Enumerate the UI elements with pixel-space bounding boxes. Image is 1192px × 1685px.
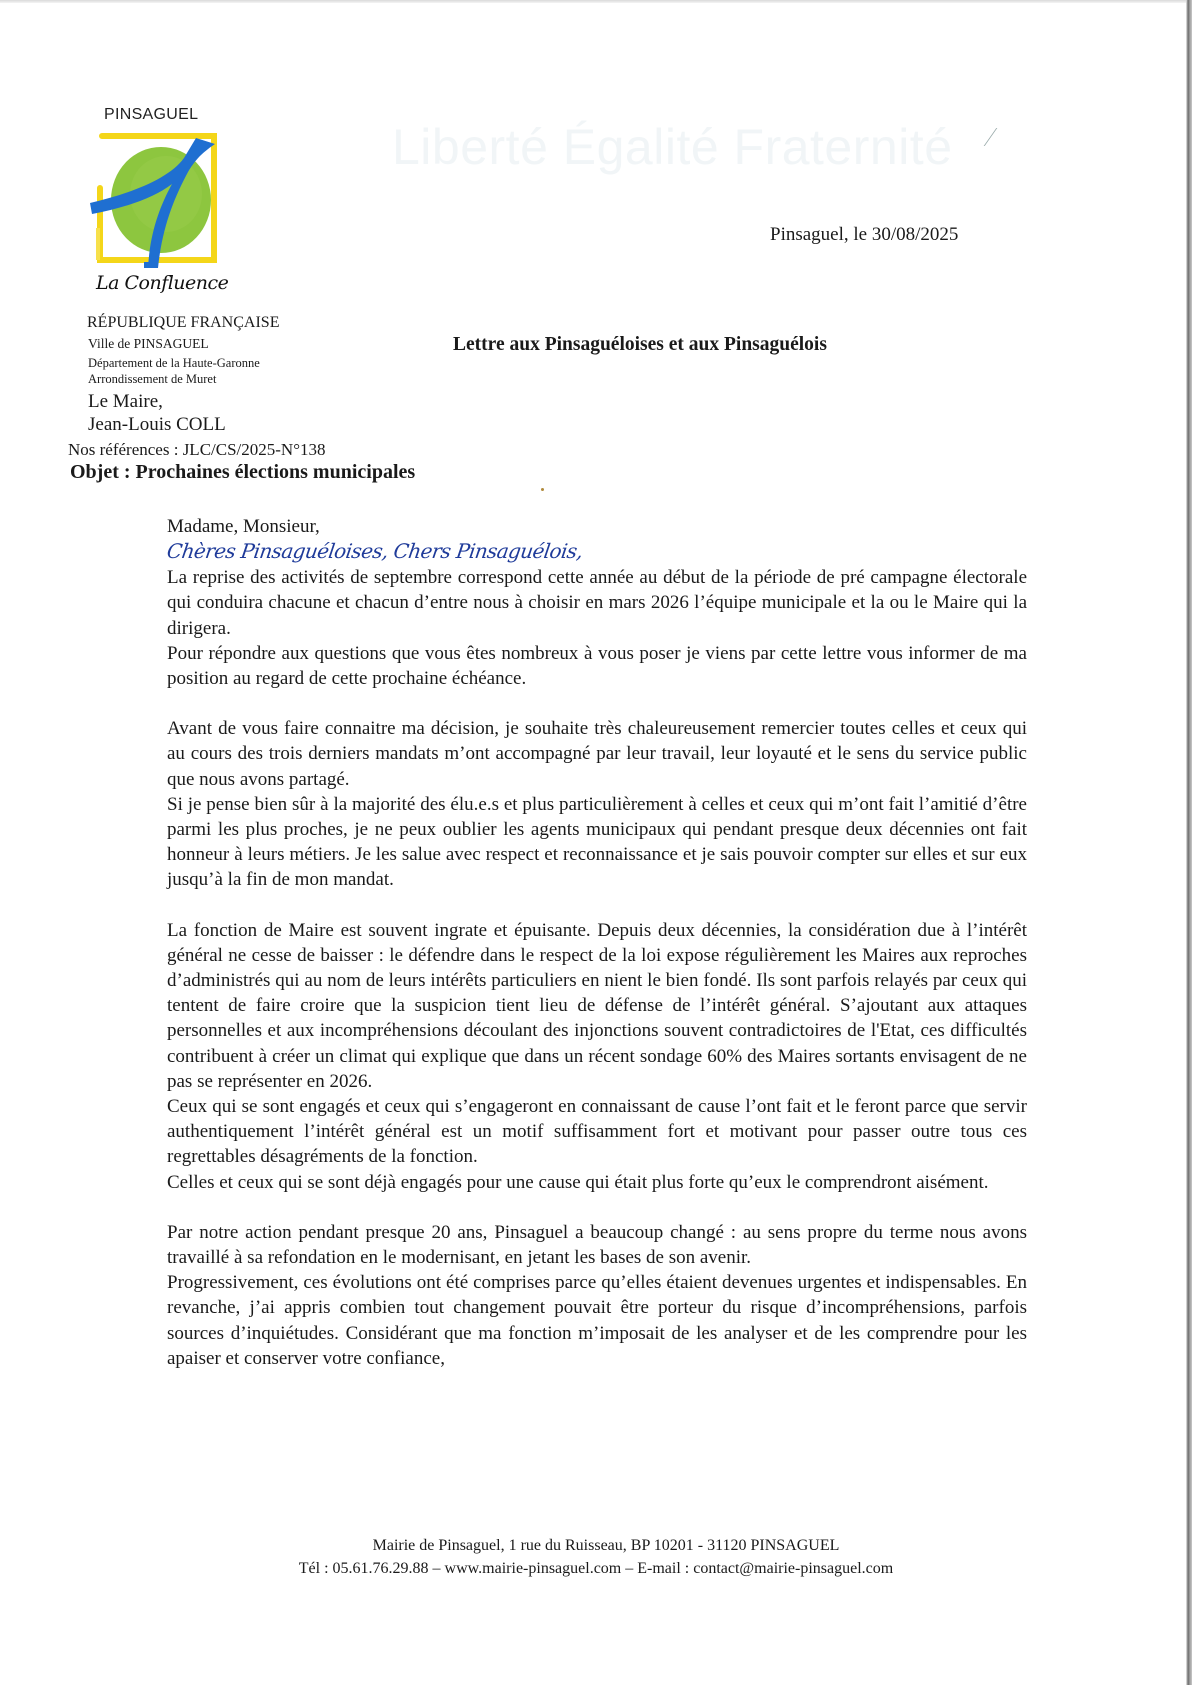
scan-right-edge [1186, 0, 1192, 1685]
paragraph: Progressivement, ces évolutions ont été comprises parce qu’elles étaient devenues urgentes et indispensables. En revanche, j’ai appris combien tout changement pouvait être porteur du risque d’incompréhensions, parfois sources d’inquiétudes. Considérant que ma fonction m’imposait de les analyser et de les comprendre pour les apaiser et conserver votre confiance, [167, 1272, 1027, 1369]
paragraph-gap [167, 691, 1027, 716]
date-line: Pinsaguel, le 30/08/2025 [770, 224, 959, 245]
republic-label: RÉPUBLIQUE FRANÇAISE [87, 314, 280, 331]
logo-tagline: La Confluence [96, 272, 229, 294]
confluence-logo-icon [88, 128, 223, 268]
paragraph: La reprise des activités de septembre correspond cette année au début de la période de pré campagne électorale qui conduira chacune et chacun d’entre nous à choisir en mars 2026 l’équipe municipale et la ou le Maire qui la dirigera. [167, 567, 1027, 639]
paragraph: Si je pense bien sûr à la majorité des élu.e.s et plus particulièrement à celles et ceux qui m’ont fait l’amitié d’être parmi les plus proches, je ne peux oublier les agents municipaux qui pendant presque deux décennies ont fait honneur à leurs métiers. Je les salue avec respect et reconnaissance et je sais pouvoir compter sur elles et sur eux jusqu’à la fin de mon mandat. [167, 793, 1027, 891]
logo-town-name: PINSAGUEL [104, 106, 199, 123]
handwritten-salutation: Chères Pinsaguéloises, Chers Pinsaguélois, [165, 539, 585, 564]
paragraph: Avant de vous faire connaitre ma décision, je souhaite très chaleureusement remercier toutes celles et ceux qui au cours des trois derniers mandats m’ont accompagné par leur travail, leur loyauté et le sens du service public que nous avons partagé. [167, 718, 1027, 790]
subject-line: Objet : Prochaines élections municipales [70, 461, 416, 483]
footer-contact: Tél : 05.61.76.29.88 – www.mairie-pinsaguel.com – E-mail : contact@mairie-pinsaguel.com [298, 1560, 894, 1577]
letter-body [167, 514, 1027, 1371]
scan-speck [541, 488, 544, 491]
paragraph: Celles et ceux qui se sont déjà engagés pour une cause qui était plus forte qu’eux le comprendront aisément. [167, 1171, 989, 1193]
departement-label: Département de la Haute-Garonne [88, 356, 260, 370]
paragraph: Ceux qui se sont engagés et ceux qui s’engageront en connaissant de cause l’ont fait et le feront parce que servir authentiquement l’intérêt général est un motif suffisamment fort et motivant pour passer outre tous ces regrettables désagréments de la fonction. [167, 1096, 1027, 1168]
arrondissement-label: Arrondissement de Muret [88, 372, 217, 386]
letter-footer [0, 1534, 1192, 1580]
mayor-role: Le Maire, [88, 391, 163, 412]
letter-title: Lettre aux Pinsaguéloises et aux Pinsaguélois [453, 334, 827, 355]
footer-address: Mairie de Pinsaguel, 1 rue du Ruisseau, BP 10201 - 31120 PINSAGUEL [372, 1537, 840, 1554]
references: Nos références : JLC/CS/2025-N°138 [68, 440, 326, 459]
paragraph: Pour répondre aux questions que vous êtes nombreux à vous poser je viens par cette lettre vous informer de ma position au regard de cette prochaine échéance. [167, 642, 1027, 690]
pen-mark [984, 128, 1012, 146]
paragraph-gap [167, 1195, 1027, 1220]
motto-watermark: Liberté Égalité Fraternité [392, 119, 953, 175]
salutation: Madame, Monsieur, [167, 516, 320, 537]
paragraph: Par notre action pendant presque 20 ans, Pinsaguel a beaucoup changé : au sens propre du terme nous avons travaillé à sa refondation en le modernisant, en jetant les bases de son avenir. [167, 1221, 1027, 1269]
ville-label: Ville de PINSAGUEL [88, 336, 209, 351]
scan-top-edge [0, 0, 1192, 3]
paragraph: La fonction de Maire est souvent ingrate et épuisante. Depuis deux décennies, la considération due à l’intérêt général ne cesse de baisser : le défendre dans le respect de la loi expose régulièrement les Maires aux reproches d’administrés qui au nom de leurs intérêts particuliers en nient le bien fondé. Ils sont parfois relayés par ceux qui tentent de faire croire que la suspicion tient lieu de défense de l’intérêt général. S’ajoutant aux attaques personnelles et aux incompréhensions découlant des injonctions souvent contradictoires de l'Etat, ces difficultés contribuent à créer un climat qui explique que dans un récent sondage 60% des Maires sortants envisagent de ne pas se représenter en 2026. [167, 919, 1027, 1092]
mayor-name: Jean-Louis COLL [88, 414, 226, 435]
paragraph-gap [167, 893, 1027, 918]
